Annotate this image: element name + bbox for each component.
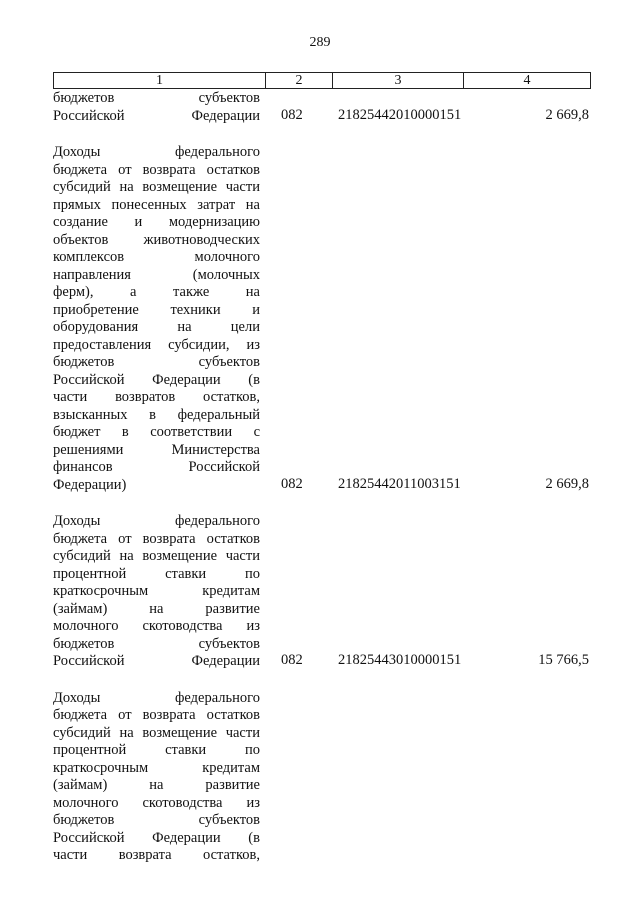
description-word: Российской Федерации [53,107,260,124]
header-col-2: 2 [266,73,333,88]
description-word: Доходы [53,689,101,706]
description-word: субъектов [198,90,260,106]
description-word: бюджета [53,530,108,547]
description-word: бюджетов [53,354,115,370]
description-line [53,162,260,180]
description-word: Российской Федерации [53,653,260,669]
description-word: ставки [165,565,207,582]
description-word: Российской [53,829,125,846]
description-word: на [119,179,134,195]
description-line [53,249,260,267]
description-word: федерального [175,144,260,160]
description-word: Федерации [152,829,221,846]
row-description [53,690,260,865]
row-gap [53,125,591,144]
row-amount: 2 669,8 [545,475,589,492]
description-word: кредитам [202,583,260,599]
description-word: на [119,548,134,564]
description-word: модернизацию [168,214,260,230]
description-word: ферм), [53,284,94,300]
description-word: субсидий [53,548,111,564]
description-word: соответствии [150,424,233,440]
description-word: субсидий [53,724,111,741]
description-word: техники [170,301,221,318]
description-word: субсидий [53,179,111,195]
description-word: (в [248,371,260,388]
description-word: понесенных [111,196,187,213]
page-number: 289 [309,35,331,50]
description-word: на [149,777,164,793]
description-word: бюджетов [53,635,115,652]
description-line [53,302,260,320]
description-word: затрат [197,196,236,213]
description-line [53,197,260,215]
description-word: также [173,284,210,300]
description-line [53,108,260,126]
description-line [53,760,260,778]
description-word: объектов [53,231,109,248]
description-line [53,354,260,372]
description-word: финансов [53,459,113,475]
description-word: остатков [206,161,260,178]
description-word: на [149,600,164,617]
description-word: приобретение [53,301,139,318]
description-word: скотоводства [142,618,223,634]
description-word: молочного [53,618,119,634]
description-word: взысканных [53,406,128,423]
table-row [53,513,591,671]
description-word: процентной [53,565,127,582]
description-word: прямых [53,196,101,213]
description-word: от [118,161,132,178]
description-line [53,653,260,671]
description-word: развитие [205,777,260,793]
description-word: комплексов [53,249,125,265]
description-line [53,513,260,531]
row-budget-code: 21825443010000151 [338,652,462,668]
row-amount: 2 669,8 [545,106,589,123]
description-word: а [130,284,137,300]
description-line [53,179,260,197]
table-row [53,144,591,494]
description-word: по [244,565,260,582]
row-code: 082 [281,475,303,492]
description-word: федеральный [177,406,260,423]
description-word: возврата [142,161,196,178]
description-line [53,442,260,460]
description-line [53,90,260,108]
description-word: предоставления [53,336,152,353]
description-word: федерального [175,513,260,529]
description-word: остатков, [202,847,260,863]
description-line [53,690,260,708]
description-word: части [53,389,88,405]
description-word: на [177,319,192,335]
description-word: создание [53,214,108,230]
description-word: остатков, [202,389,260,405]
description-line [53,725,260,743]
description-word: скотоводства [142,794,223,811]
description-word: молочного [53,794,119,811]
description-line [53,830,260,848]
table-body [53,90,591,865]
description-line [53,477,260,495]
description-line [53,566,260,584]
description-word: Доходы [53,144,101,160]
description-word: возврата [142,530,196,547]
description-word: (в [248,829,260,846]
description-word: от [118,707,132,723]
description-word: (молочных [192,266,260,283]
description-word: краткосрочным [53,759,149,776]
description-word: Доходы [53,513,101,529]
description-word: возмещение [142,548,218,564]
row-description [53,513,260,671]
description-word: процентной [53,742,127,758]
row-budget-code: 21825442011003151 [338,475,461,492]
description-line [53,707,260,725]
row-code: 082 [281,106,303,123]
description-line [53,812,260,830]
description-word: части [225,548,260,564]
description-word: с [253,424,260,440]
table-row [53,90,591,125]
description-word: на [245,196,260,213]
description-word: в [149,406,156,423]
description-line [53,548,260,566]
description-line [53,636,260,654]
description-word: остатков [206,530,260,547]
row-description [53,144,260,494]
description-word: из [246,794,260,811]
description-word: возмещение [142,179,218,195]
row-gap [53,494,591,513]
description-line [53,847,260,865]
description-word: из [246,336,260,353]
description-line [53,232,260,250]
description-word: решениями [53,441,124,458]
description-word: краткосрочным [53,583,149,599]
description-word: возврата [142,707,196,723]
description-word: бюджет [53,424,101,440]
description-line [53,424,260,442]
description-word: Российской [188,459,260,475]
description-line [53,459,260,477]
description-line [53,372,260,390]
description-word: (займам) [53,600,108,617]
description-word: и [134,214,143,230]
description-word: кредитам [202,759,260,776]
description-line [53,284,260,302]
description-word: в [121,424,129,440]
description-word: части [225,179,260,195]
description-word: по [244,742,260,758]
description-word: Федерации [152,371,221,388]
description-word: (займам) [53,777,108,793]
description-word: цели [230,319,260,335]
description-word: развитие [205,600,260,617]
description-word: направления [53,266,131,283]
description-word: Российской [53,371,125,388]
description-word: возмещение [142,724,218,741]
description-line [53,407,260,425]
description-line [53,777,260,795]
description-word: Федерации) [53,476,127,493]
header-col-4: 4 [523,73,531,88]
description-word: части [53,847,88,863]
description-word: субъектов [198,812,260,828]
description-line [53,618,260,636]
row-amount: 15 766,5 [538,652,589,668]
description-line [53,742,260,760]
description-word: бюджетов [53,812,115,828]
description-line [53,337,260,355]
table-header-row [53,72,591,89]
description-word: федерального [175,689,260,706]
description-word: бюджета [53,161,108,178]
description-line [53,144,260,162]
row-code: 082 [281,652,303,668]
description-word: части [225,724,260,741]
description-word: от [118,530,132,547]
header-col-3: 3 [333,73,464,88]
header-col-1: 1 [54,73,266,88]
description-word: субъектов [198,354,260,370]
description-word: на [119,724,134,741]
description-word: возвратов [115,389,176,405]
description-line [53,531,260,549]
description-word: возврата [118,847,172,863]
description-line [53,389,260,407]
row-description [53,90,260,125]
description-line [53,601,260,619]
description-line [53,267,260,285]
description-line [53,795,260,813]
description-line [53,214,260,232]
description-word: бюджетов [53,90,115,106]
description-word: бюджета [53,707,108,723]
description-word: субсидии, [168,336,230,353]
description-word: остатков [206,707,260,723]
description-word: и [252,301,260,318]
description-word: на [245,284,260,300]
row-budget-code: 21825442010000151 [338,106,462,123]
description-word: из [246,618,260,634]
table-row [53,690,591,865]
description-word: субъектов [198,635,260,652]
description-word: Министерства [171,441,260,458]
description-word: молочного [194,249,260,265]
description-word: животноводческих [143,231,260,248]
row-gap [53,671,591,690]
description-line [53,583,260,601]
description-word: оборудования [53,319,139,335]
description-line [53,319,260,337]
description-word: ставки [165,742,207,758]
